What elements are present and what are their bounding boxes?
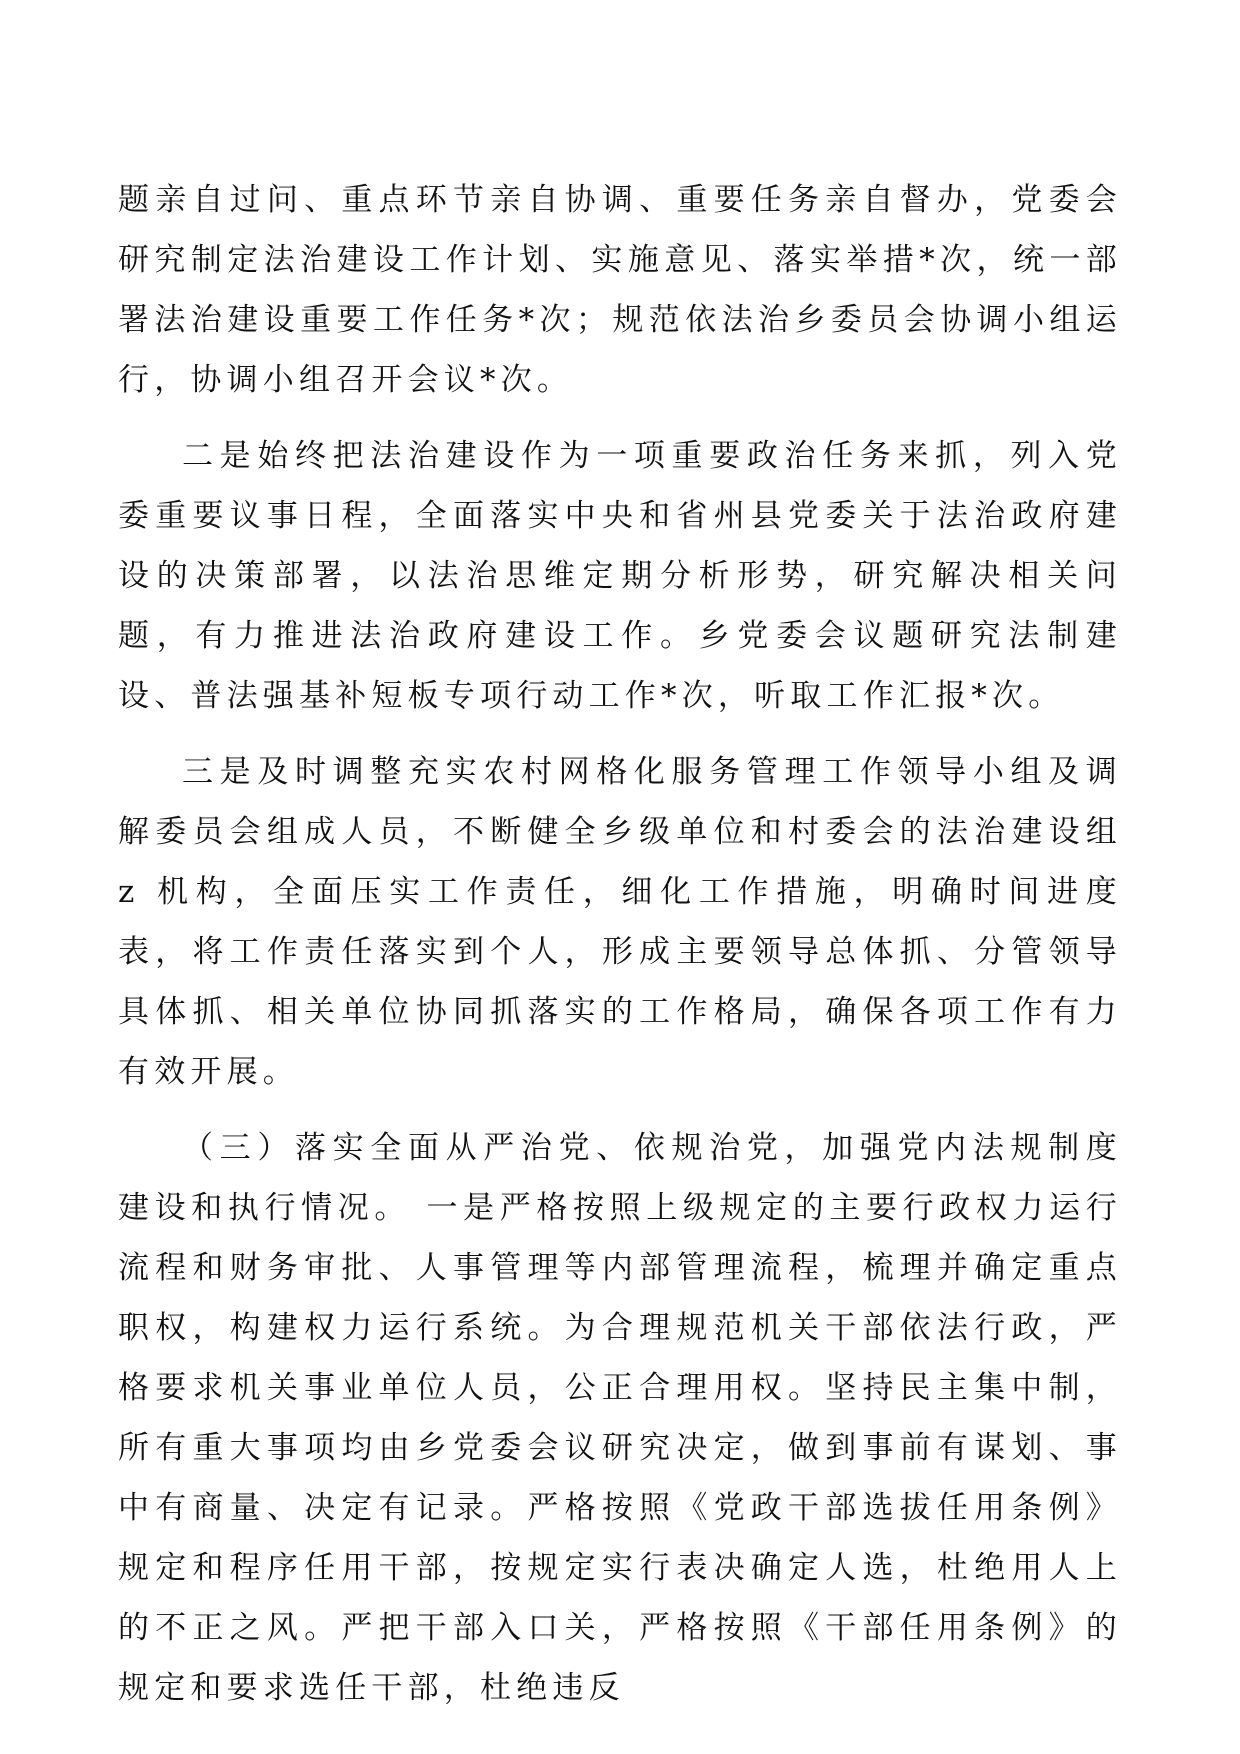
paragraph-point-two: 二是始终把法治建设作为一项重要政治任务来抓，列入党委重要议事日程，全面落实中央和省州县党委关于法治政府建设的决策部署，以法治思维定期分析形势，研究解决相关问题，有力推进法治政府建设工作。乡党委会议题研究法制建设、普法强基补短板专项行动工作*次，听取工作汇报*次。 xyxy=(118,438,1122,714)
paragraph-point-three: 三是及时调整充实农村网格化服务管理工作领导小组及调解委员会组成人员，不断健全乡级单位和村委会的法治建设组 z 机构，全面压实工作责任，细化工作措施，明确时间进度表，将工作责任落实到个人，形成主要领导总体抓、分管领导具体抓、相关单位协同抓落实的工作格局，确保各项工作有力有效开展。 xyxy=(118,754,1122,1090)
paragraph-continuation: 题亲自过问、重点环节亲自协调、重要任务亲自督办，党委会研究制定法治建设工作计划、实施意见、落实举措*次，统一部署法治建设重要工作任务*次；规范依法治乡委员会协调小组运行，协调小组召开会议*次。 xyxy=(118,182,1122,398)
document-body xyxy=(118,170,1122,1718)
paragraph-section-three: （三）落实全面从严治党、依规治党，加强党内法规制度建设和执行情况。 一是严格按照上级规定的主要行政权力运行流程和财务审批、人事管理等内部管理流程，梳理并确定重点职权，构建权力运行系统。为合理规范机关干部依法行政，严格要求机关事业单位人员，公正合理用权。坚持民主集中制，所有重大事项均由乡党委会议研究决定，做到事前有谋划、事中有商量、决定有记录。严格按照《党政干部选拔任用条例》规定和程序任用干部，按规定实行表决确定人选，杜绝用人上的不正之风。严把干部入口关，严格按照《干部任用条例》的规定和要求选任干部，杜绝违反 xyxy=(118,1130,1122,1706)
